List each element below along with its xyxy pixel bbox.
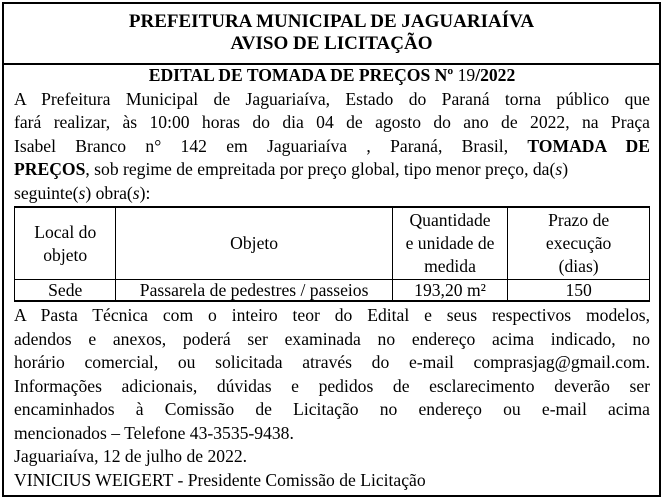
cell-prazo: 150 [508, 280, 650, 302]
intro-line-1: A Prefeitura Municipal de Jaguariaíva, Estado do Paraná torna público que [14, 88, 650, 109]
header-prazo-line-2: execução [545, 233, 612, 253]
intro-line-4-italic: s [555, 159, 563, 179]
works-table [14, 206, 650, 302]
intro-line-2: fará realizar, às 10:00 horas do dia 04 de agosto do ano de 2022, na Praça [14, 112, 650, 132]
cell-objeto: Passarela de pedestres / passeios [116, 280, 392, 302]
edital-year: /2022 [475, 65, 516, 85]
header-quantidade-line-2: e unidade de [405, 233, 495, 253]
table-header-row [15, 207, 650, 280]
header-local [15, 207, 116, 280]
header-local-line-1: Local do [34, 221, 97, 242]
details-line-6: mencionados – Telefone 43-3535-9438. [14, 422, 294, 443]
details-line-5: encaminhados à Comissão de Licitação no endereço ou e-mail acima [14, 399, 650, 419]
header-prazo [508, 207, 650, 280]
header-line-1: PREFEITURA MUNICIPAL DE JAGUARIAÍVA [128, 11, 535, 32]
header-prazo-line-1: Prazo de [548, 210, 610, 230]
edital-title-prefix: EDITAL DE TOMADA DE PREÇOS Nº [148, 65, 458, 85]
details-paragraph [14, 304, 650, 445]
intro-line-4-bold: PREÇOS [14, 159, 86, 179]
header-quantidade-line-3: medida [424, 256, 476, 276]
signature-line: VINICIUS WEIGERT - Presidente Comissão de Licitação [14, 469, 426, 490]
intro-line-5-s2: s [132, 182, 140, 203]
details-line-3: horário comercial, ou solicitada através do e-mail comprasjag@gmail.com. [14, 352, 650, 372]
header-quantidade-line-1: Quantidade [409, 210, 491, 230]
notice-body [14, 64, 650, 492]
details-line-1: A Pasta Técnica com o inteiro teor do Edital e seus respectivos modelos, [14, 305, 650, 325]
intro-line-3-text: Isabel Branco n° 142 em Jaguariaíva , Paraná, Brasil, [14, 135, 528, 156]
edital-title [14, 64, 650, 88]
intro-line-5-b: ) obra( [85, 182, 133, 203]
date-line: Jaguariaíva, 12 de julho de 2022. [14, 446, 248, 466]
intro-line-4-close: ) [562, 159, 569, 179]
intro-line-4 [14, 158, 650, 182]
cell-local: Sede [15, 280, 116, 302]
intro-paragraph [14, 88, 650, 206]
intro-line-5-c: ): [139, 182, 151, 203]
header-local-line-2: objeto [43, 244, 88, 265]
table-row [15, 280, 650, 302]
intro-line-5-s1: s [78, 182, 86, 203]
intro-line-3-bold: TOMADA DE [527, 135, 650, 156]
edital-number: 19 [457, 65, 476, 85]
header-prazo-line-3: (dias) [558, 256, 599, 276]
header-line-2: AVISO DE LICITAÇÃO [230, 33, 433, 54]
intro-line-5-a: seguinte( [14, 182, 79, 203]
details-line-4: Informações adicionais, dúvidas e pedidos de esclarecimento deverão ser [14, 375, 650, 396]
notice-header [2, 2, 661, 65]
intro-line-3 [14, 135, 650, 159]
cell-quantidade: 193,20 m² [392, 280, 508, 302]
header-quantidade [392, 207, 508, 280]
header-objeto: Objeto [116, 207, 392, 280]
details-line-2: adendos e anexos, poderá ser examinada no endereço acima indicado, no [14, 328, 650, 349]
intro-line-4-text: , sob regime de empreitada por preço global, tipo menor preço, da( [85, 159, 556, 179]
intro-line-5 [14, 182, 650, 206]
